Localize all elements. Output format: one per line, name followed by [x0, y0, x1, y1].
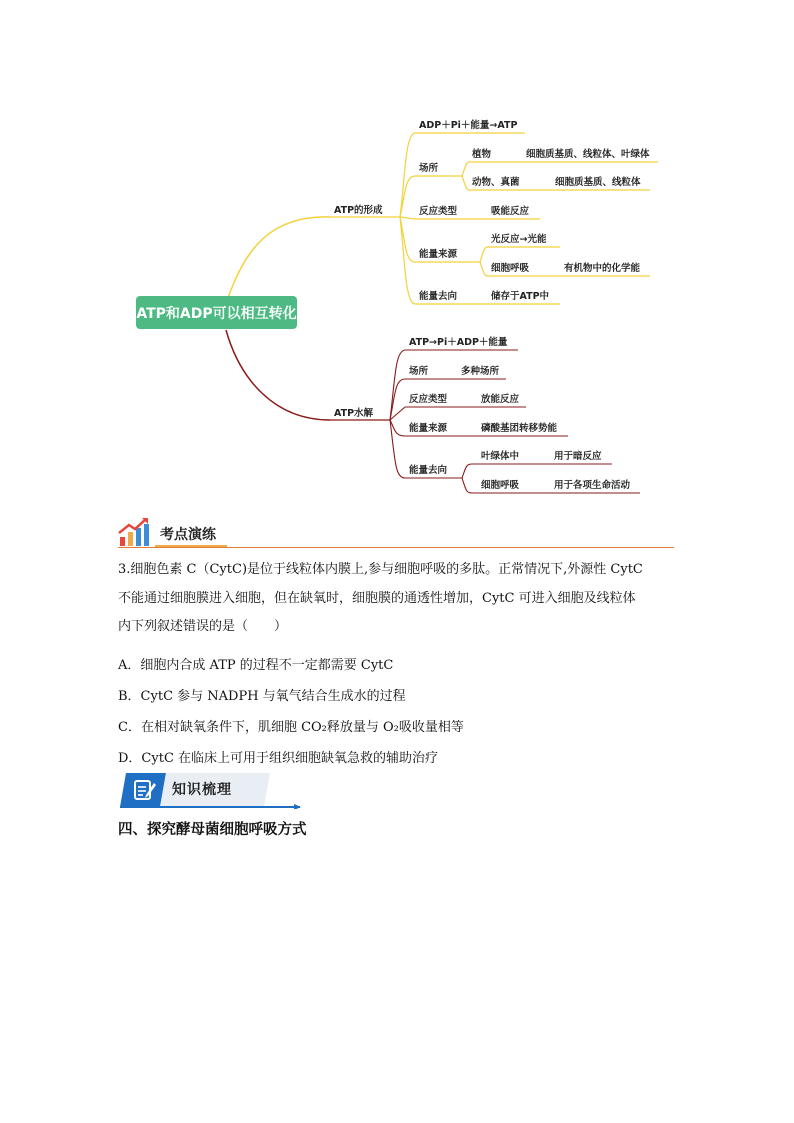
hydrolysis-source: 磷酸基团转移势能 [481, 423, 558, 434]
formation-dest-label: 能量去向 [419, 291, 458, 302]
section-title-practice: 考点演练 [160, 527, 216, 543]
formation-source2-detail: 有机物中的化学能 [564, 263, 641, 274]
formation-dest: 储存于ATP中 [491, 291, 550, 302]
formation-source2: 细胞呼吸 [491, 263, 530, 274]
hydrolysis-dest-label: 能量去向 [409, 465, 448, 476]
section-title-knowledge: 知识梳理 [172, 782, 232, 798]
formation-animals: 动物、真菌 [472, 177, 520, 188]
branch-formation-curve [228, 217, 330, 298]
option-d: D．CytC 在临床上可用于组织细胞缺氧急救的辅助治疗 [118, 751, 439, 766]
formation-equation: ADP＋Pi＋能量→ATP [419, 120, 518, 131]
question-line: 不能通过细胞膜进入细胞，但在缺氧时，细胞膜的通透性增加，CytC 可进入细胞及线粒体 [118, 590, 636, 606]
hydrolysis-source-label: 能量来源 [409, 423, 448, 434]
question-options [118, 650, 678, 774]
option-c: C．在相对缺氧条件下，肌细胞 CO₂释放量与 O₂吸收量相等 [118, 720, 464, 735]
section-divider-line [118, 547, 674, 548]
hydrolysis-equation: ATP→Pi＋ADP＋能量 [409, 337, 508, 348]
hydrolysis-place-label: 场所 [409, 366, 429, 377]
formation-reaction: 吸能反应 [491, 206, 530, 217]
option-b: B．CytC 参与 NADPH 与氧气结合生成水的过程 [118, 689, 406, 704]
section-header-practice [118, 515, 674, 551]
mind-map [0, 0, 794, 520]
notepad-pen-icon [132, 777, 158, 803]
formation-plants: 植物 [472, 149, 492, 160]
formation-source-label: 能量来源 [419, 249, 458, 260]
formation-plants-place: 细胞质基质、线粒体、叶绿体 [526, 149, 650, 160]
option-a: A．细胞内合成 ATP 的过程不一定都需要 CytC [118, 658, 394, 673]
hydrolysis-dest2-detail: 用于各项生命活动 [554, 480, 631, 491]
formation-source1: 光反应→光能 [491, 234, 547, 245]
mindmap-root-node: ATP和ADP可以相互转化 [136, 296, 297, 329]
branch-hydrolysis-curve [226, 330, 330, 420]
formation-place-label: 场所 [419, 163, 439, 174]
hydrolysis-reaction: 放能反应 [481, 394, 520, 405]
hydrolysis-place: 多种场所 [461, 366, 500, 377]
hydrolysis-reaction-label: 反应类型 [409, 394, 448, 405]
formation-child-curve [400, 217, 415, 219]
hydrolysis-dest2: 细胞呼吸 [481, 480, 520, 491]
chart-growth-icon [118, 517, 152, 547]
section-header-knowledge [120, 773, 300, 809]
hydrolysis-dest1-detail: 用于暗反应 [554, 451, 602, 462]
hydrolysis-label: ATP水解 [334, 408, 374, 419]
formation-animals-place: 细胞质基质、线粒体 [555, 177, 641, 188]
hydrolysis-dest1: 叶绿体中 [481, 451, 520, 462]
question-line: 内下列叙述错误的是（ ） [118, 619, 288, 634]
question-line: 3.细胞色素 C（CytC)是位于线粒体内膜上,参与细胞呼吸的多肽。正常情况下,外源性 CytC [118, 562, 643, 577]
question-stem [118, 556, 678, 642]
subsection-heading: 四、探究酵母菌细胞呼吸方式 [118, 821, 307, 838]
formation-reaction-label: 反应类型 [419, 206, 458, 217]
formation-label: ATP的形成 [334, 205, 383, 216]
